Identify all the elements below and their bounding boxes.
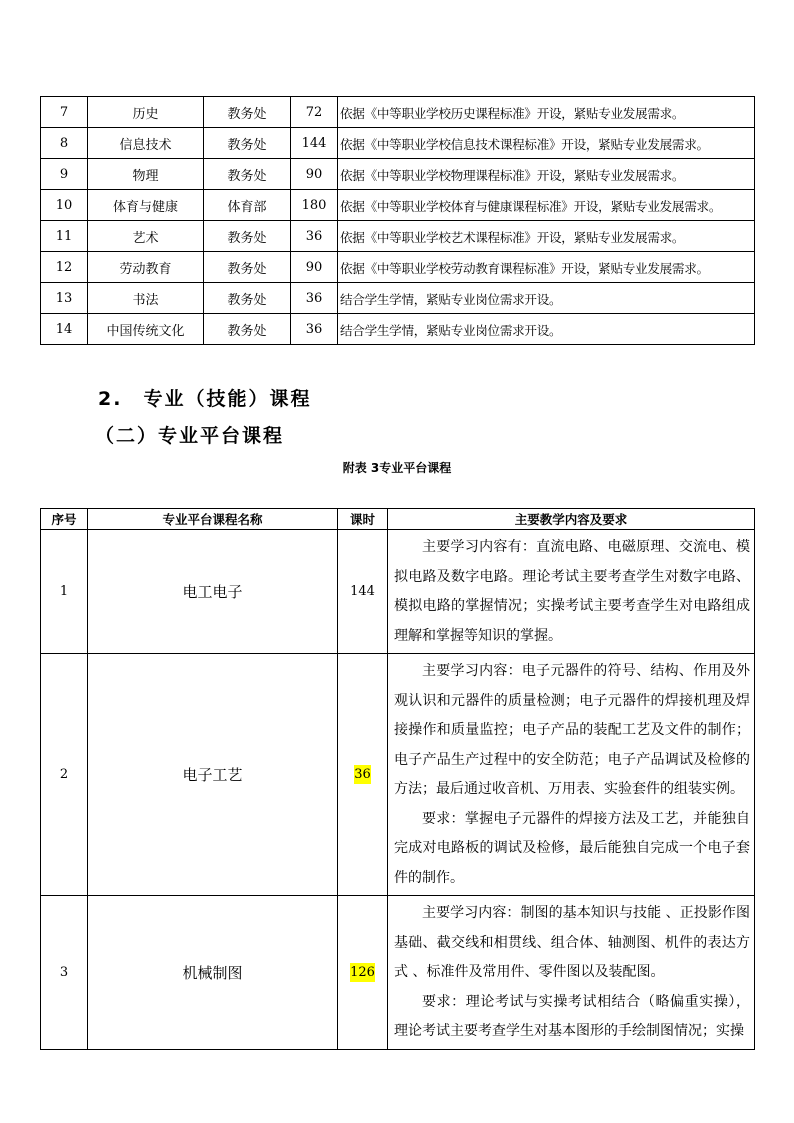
table-row: [41, 190, 755, 221]
row-number: 8: [41, 128, 88, 159]
row-number: 9: [41, 159, 88, 190]
course-description: 依据《中等职业学校劳动教育课程标准》开设，紧贴专业发展需求。: [338, 252, 755, 283]
course-hours: 72: [291, 97, 338, 128]
row-number: 11: [41, 221, 88, 252]
content-paragraph: 主要学习内容：电子元器件的符号、结构、作用及外观认识和元器件的质量检测；电子元器件的焊接机理及焊接操作和质量监控；电子产品的装配工艺及文件的制作；电子产品生产过程中的安全防范；电子产品调试及检修的方法；最后通过收音机、万用表、实验套件的组装实例。: [394, 663, 750, 797]
course-content: [388, 654, 755, 896]
row-number: 7: [41, 97, 88, 128]
row-number: 14: [41, 314, 88, 345]
course-name: 电子工艺: [88, 654, 338, 896]
header-no: 序号: [41, 509, 88, 530]
department: 教务处: [204, 221, 291, 252]
course-description: 结合学生学情，紧贴专业岗位需求开设。: [338, 314, 755, 345]
table-row: [41, 221, 755, 252]
course-description: 依据《中等职业学校体育与健康课程标准》开设，紧贴专业发展需求。: [338, 190, 755, 221]
department: 教务处: [204, 159, 291, 190]
table-row: [41, 896, 755, 1050]
subsection-heading-platform-courses: （二）专业平台课程: [95, 425, 285, 447]
course-name: 物理: [88, 159, 204, 190]
row-number: 10: [41, 190, 88, 221]
content-paragraph: 主要学习内容有：直流电路、电磁原理、交流电、模拟电路及数字电路。理论考试主要考查学生对数字电路、模拟电路的掌握情况；实操考试主要考查学生对电路组成理解和掌握等知识的掌握。: [394, 539, 750, 644]
course-name: 电工电子: [88, 530, 338, 654]
course-content: [388, 896, 755, 1050]
platform-courses-table: [40, 508, 755, 1050]
course-name: 书法: [88, 283, 204, 314]
table-header-row: [41, 509, 755, 530]
row-number: 12: [41, 252, 88, 283]
course-content: [388, 530, 755, 654]
course-description: 依据《中等职业学校艺术课程标准》开设，紧贴专业发展需求。: [338, 221, 755, 252]
course-description: 结合学生学情，紧贴专业岗位需求开设。: [338, 283, 755, 314]
department: 体育部: [204, 190, 291, 221]
table-row: [41, 530, 755, 654]
course-hours: 36: [354, 767, 371, 782]
course-description: 依据《中等职业学校信息技术课程标准》开设，紧贴专业发展需求。: [338, 128, 755, 159]
course-name: 历史: [88, 97, 204, 128]
course-hours: 126: [350, 964, 375, 980]
header-course-name: 专业平台课程名称: [88, 509, 338, 530]
table-row: [41, 654, 755, 896]
course-hours: 144: [291, 128, 338, 159]
course-hours: 90: [291, 252, 338, 283]
table-row: [41, 128, 755, 159]
course-hours-cell: [338, 896, 388, 1050]
table-row: [41, 252, 755, 283]
department: 教务处: [204, 314, 291, 345]
course-hours: 90: [291, 159, 338, 190]
course-hours-cell: [338, 654, 388, 896]
course-name: 中国传统文化: [88, 314, 204, 345]
course-hours: 36: [291, 221, 338, 252]
department: 教务处: [204, 128, 291, 159]
table-row: [41, 97, 755, 128]
course-description: 依据《中等职业学校历史课程标准》开设，紧贴专业发展需求。: [338, 97, 755, 128]
course-hours: 180: [291, 190, 338, 221]
table-row: [41, 159, 755, 190]
row-number: 2: [41, 654, 88, 896]
content-paragraph: 要求：理论考试与实操考试相结合（略偏重实操），理论考试主要考查学生对基本图形的手绘制图情况；实操: [394, 993, 750, 1039]
department: 教务处: [204, 283, 291, 314]
course-hours: 36: [291, 283, 338, 314]
content-paragraph: 主要学习内容：制图的基本知识与技能 、正投影作图基础、截交线和相贯线、组合体、轴测图、机件的表达方式 、标准件及常用件、零件图以及装配图。: [394, 905, 750, 980]
course-name: 体育与健康: [88, 190, 204, 221]
department: 教务处: [204, 252, 291, 283]
table-row: [41, 314, 755, 345]
course-name: 信息技术: [88, 128, 204, 159]
row-number: 1: [41, 530, 88, 654]
row-number: 3: [41, 896, 88, 1050]
general-courses-table: [40, 96, 755, 345]
course-name: 劳动教育: [88, 252, 204, 283]
department: 教务处: [204, 97, 291, 128]
header-hours: 课时: [338, 509, 388, 530]
course-hours-cell: [338, 530, 388, 654]
section-heading-professional-courses: 2. 专业（技能）课程: [98, 388, 312, 410]
header-content: 主要教学内容及要求: [388, 509, 755, 530]
course-name: 艺术: [88, 221, 204, 252]
course-description: 依据《中等职业学校物理课程标准》开设，紧贴专业发展需求。: [338, 159, 755, 190]
course-name: 机械制图: [88, 896, 338, 1050]
table-row: [41, 283, 755, 314]
row-number: 13: [41, 283, 88, 314]
table-caption: 附表 3专业平台课程: [342, 461, 452, 475]
content-paragraph: 要求：掌握电子元器件的焊接方法及工艺，并能独自完成对电路板的调试及检修，最后能独自完成一个电子套件的制作。: [394, 810, 750, 886]
course-hours: 36: [291, 314, 338, 345]
course-hours: 144: [350, 584, 375, 599]
